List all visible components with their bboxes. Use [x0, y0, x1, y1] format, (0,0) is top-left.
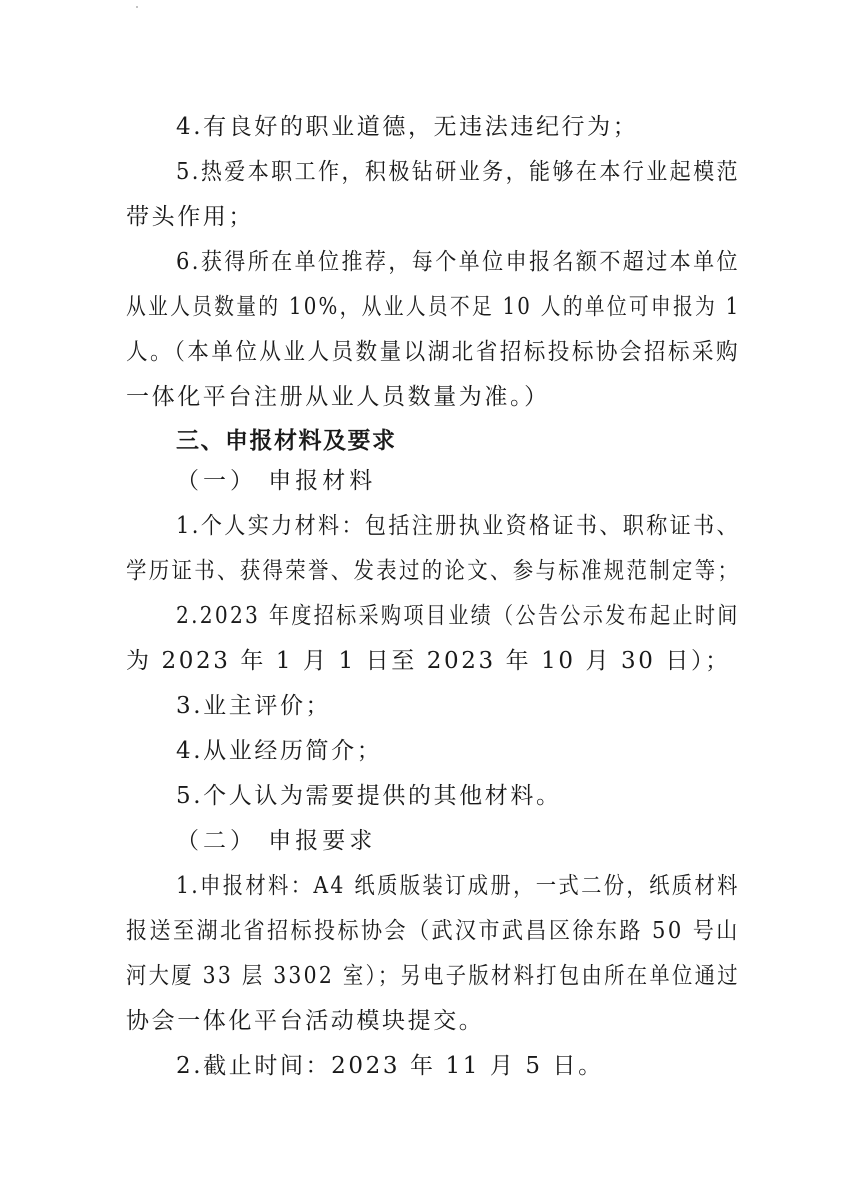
- paragraph-line: 为 2023 年 1 月 1 日至 2023 年 10 月 30 日）；: [126, 648, 731, 674]
- paragraph-line: 协会一体化平台活动模块提交。: [126, 1008, 485, 1034]
- paragraph-line: 4.从业经历简介；: [176, 738, 383, 764]
- paragraph-line: 5.个人认为需要提供的其他材料。: [176, 783, 562, 809]
- paragraph-line: 从业人员数量的 10%，从业人员不足 10 人的单位可申报为 1: [126, 294, 741, 320]
- paragraph-line: 4.有良好的职业道德，无违法违纪行为；: [176, 114, 639, 140]
- subsection-heading: （二） 申报要求: [176, 828, 377, 854]
- paragraph-line: 3.业主评价；: [176, 693, 332, 719]
- paragraph-line: 5.热爱本职工作，积极钻研业务，能够在本行业起模范: [176, 159, 740, 185]
- subsection-heading: （一） 申报材料: [176, 468, 377, 494]
- paragraph-line: 2.截止时间：2023 年 11 月 5 日。: [176, 1053, 604, 1079]
- paragraph-line: 带头作用；: [126, 204, 254, 230]
- paragraph-line: 河大厦 33 层 3302 室）；另电子版材料打包由所在单位通过: [126, 963, 740, 989]
- scan-speck: [136, 6, 138, 8]
- paragraph-line: 6.获得所在单位推荐，每个单位申报名额不超过本单位: [176, 249, 740, 275]
- paragraph-line: 2.2023 年度招标采购项目业绩（公告公示发布起止时间: [176, 603, 740, 629]
- paragraph-line: 1.个人实力材料：包括注册执业资格证书、职称证书、: [176, 513, 740, 539]
- paragraph-line: 1.申报材料：A4 纸质版装订成册，一式二份，纸质材料: [176, 873, 740, 899]
- section-heading: 三、申报材料及要求: [176, 428, 397, 454]
- paragraph-line: 学历证书、获得荣誉、发表过的论文、参与标准规范制定等；: [126, 558, 741, 584]
- paragraph-line: 报送至湖北省招标投标协会（武汉市武昌区徐东路 50 号山: [126, 918, 740, 944]
- paragraph-line: 一体化平台注册从业人员数量为准。）: [126, 384, 550, 410]
- paragraph-line: 人。（本单位从业人员数量以湖北省招标投标协会招标采购: [126, 339, 741, 365]
